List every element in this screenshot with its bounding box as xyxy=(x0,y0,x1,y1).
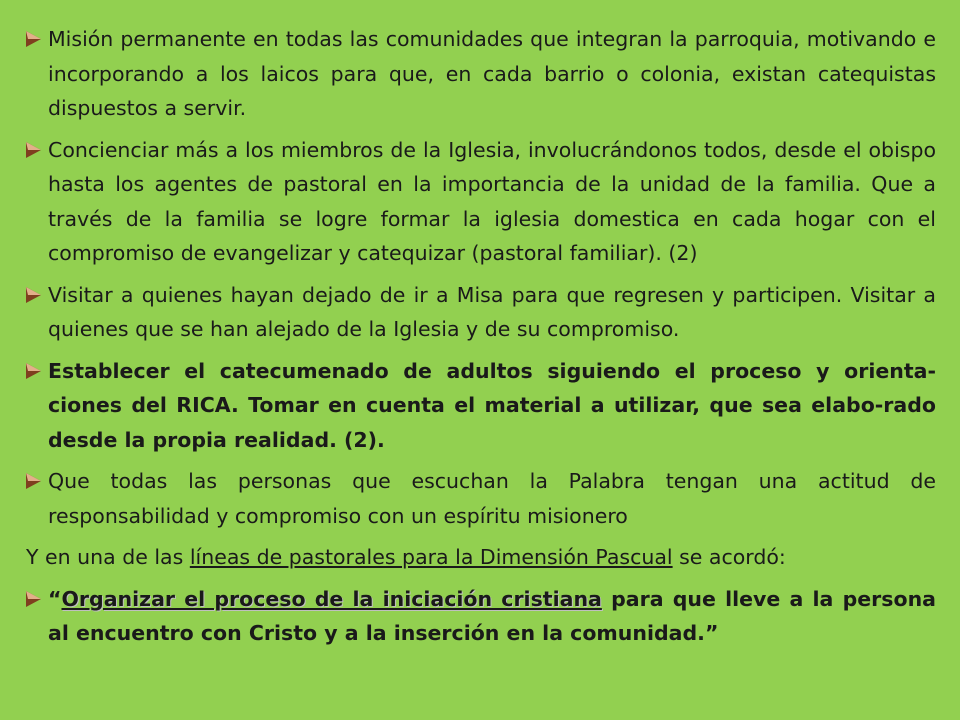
bullet-text: Establecer el catecumenado de adultos siguiendo el proceso y orienta-ciones del RICA. Tomar en cuenta el material a utilizar, que sea elabo-rado desde la propia realidad. (2). xyxy=(48,358,936,452)
bullet-item-palabra xyxy=(26,464,936,533)
arrow-right-bullet-icon xyxy=(26,31,41,47)
intro-prefix: Y en una de las xyxy=(26,545,190,569)
bullet-text: Concienciar más a los miembros de la Iglesia, involucrándonos todos, desde el obispo hasta los agentes de pastoral en la importancia de la unidad de la familia. Que a través de la familia se logre formar la iglesia domestica en cada hogar con el compromiso de evangelizar y catequizar (pastoral familiar). (2) xyxy=(48,137,936,265)
intro-line xyxy=(26,540,936,575)
arrow-right-bullet-icon xyxy=(26,591,41,607)
bullet-item-visitar xyxy=(26,278,936,347)
bullet-text: Misión permanente en todas las comunidades que integran la parroquia, motivando e incorporando a los laicos para que, en cada barrio o colonia, existan catequistas dispuestos a servir. xyxy=(48,27,936,120)
bullet-text: Visitar a quienes hayan dejado de ir a Misa para que regresen y participen. Visitar a quienes que se han alejado de la Iglesia y de su compromiso. xyxy=(48,282,936,341)
pastoral-lines-link-text: líneas de pastorales para la Dimensión Pascual xyxy=(189,545,673,569)
intro-suffix: se acordó: xyxy=(672,545,786,569)
bullet-item-concienciar xyxy=(26,133,936,271)
emphasis-text: Organizar el proceso de la iniciación cristiana xyxy=(61,586,602,611)
bullet-item-organizar xyxy=(26,582,936,651)
arrow-right-bullet-icon xyxy=(26,287,41,303)
arrow-right-bullet-icon xyxy=(26,363,41,379)
bullet-text: Que todas las personas que escuchan la Palabra tengan una actitud de responsabilidad y compromiso con un espíritu misionero xyxy=(48,469,936,528)
open-quote: “ xyxy=(48,586,62,611)
arrow-right-bullet-icon xyxy=(26,142,41,158)
bullet-item-catecumenado xyxy=(26,354,936,458)
final-rest: para que lleve a la persona al encuentro con Cristo y a la inserción en la comunidad.” xyxy=(48,586,936,645)
bullet-item-mision xyxy=(26,22,936,126)
arrow-right-bullet-icon xyxy=(26,473,41,489)
